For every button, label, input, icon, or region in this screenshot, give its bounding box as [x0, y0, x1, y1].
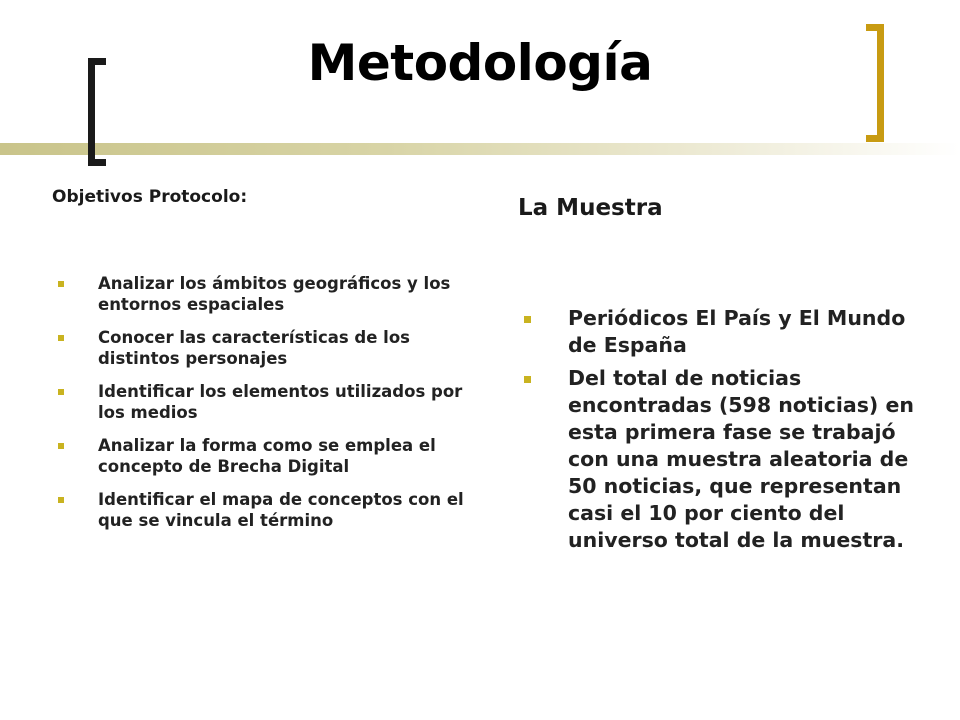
slide-title: Metodología [307, 34, 653, 92]
sample-column [518, 195, 918, 560]
title-gradient-rule [0, 143, 960, 155]
square-bullet-icon [58, 497, 64, 503]
objectives-column [52, 187, 477, 543]
list-item-text: Identificar el mapa de conceptos con el que se vincula el término [98, 490, 464, 530]
objectives-heading: Objetivos Protocolo: [52, 187, 248, 207]
list-item-text: Identificar los elementos utilizados por los medios [98, 382, 463, 422]
square-bullet-icon [524, 316, 531, 323]
objectives-list [52, 273, 477, 531]
list-item-text: Periódicos El País y El Mundo de España [568, 306, 906, 357]
list-item-text: Del total de noticias encontradas (598 noticias) en esta primera fase se trabajó con una muestra aleatoria de 50 noticias, que representan casi el 10 por ciento del universo total de la muestra. [568, 366, 914, 552]
list-item [52, 489, 477, 531]
list-item [52, 327, 477, 369]
list-item-text: Conocer las características de los distintos personajes [98, 328, 410, 368]
list-item [518, 305, 918, 359]
list-item-text: Analizar los ámbitos geográficos y los entornos espaciales [98, 274, 451, 314]
square-bullet-icon [58, 389, 64, 395]
square-bullet-icon [524, 376, 531, 383]
list-item [52, 381, 477, 423]
square-bullet-icon [58, 335, 64, 341]
list-item [52, 435, 477, 477]
sample-list [518, 305, 918, 554]
list-item [52, 273, 477, 315]
sample-heading: La Muestra [518, 195, 663, 221]
square-bullet-icon [58, 443, 64, 449]
list-item [518, 365, 918, 554]
list-item-text: Analizar la forma como se emplea el concepto de Brecha Digital [98, 436, 436, 476]
square-bullet-icon [58, 281, 64, 287]
